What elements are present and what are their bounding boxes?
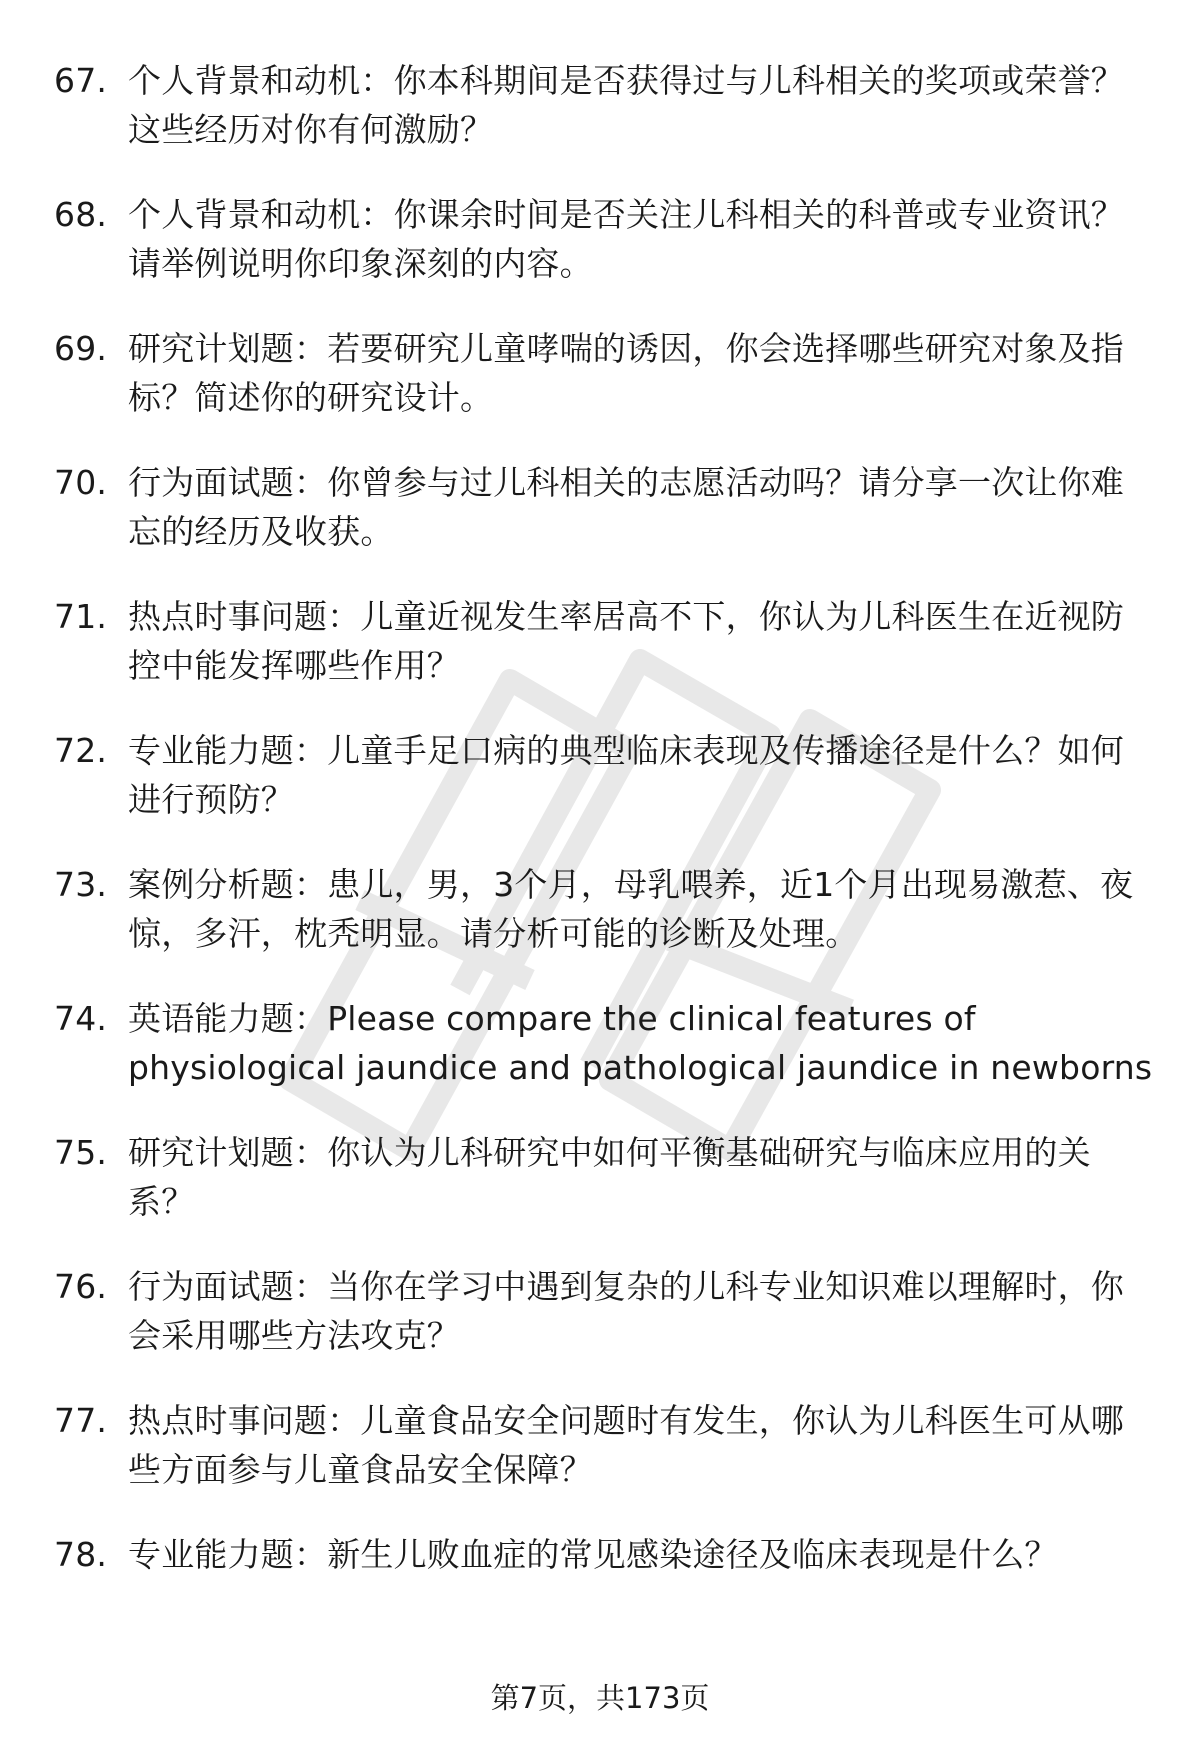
- question-text: 英语能力题：Please compare the clinical features of physiological jaundice and pathological jaundice in newborns: [128, 999, 1153, 1087]
- question-text: 热点时事问题：儿童近视发生率居高不下，你认为儿科医生在近视防控中能发挥哪些作用？: [128, 597, 1124, 685]
- question-number: 77.: [54, 1401, 108, 1440]
- question-text: 个人背景和动机：你本科期间是否获得过与儿科相关的奖项或荣誉？这些经历对你有何激励？: [128, 61, 1124, 149]
- question-number: 78.: [54, 1535, 108, 1574]
- question-number: 71.: [54, 597, 108, 636]
- question-item: [54, 56, 1154, 154]
- question-number: 69.: [54, 329, 108, 368]
- question-text: 研究计划题：若要研究儿童哮喘的诱因，你会选择哪些研究对象及指标？简述你的研究设计。: [128, 329, 1124, 417]
- question-item: [54, 458, 1154, 556]
- question-text: 专业能力题：新生儿败血症的常见感染途径及临床表现是什么？: [128, 1535, 1058, 1574]
- question-number: 67.: [54, 61, 108, 100]
- question-number: 75.: [54, 1133, 108, 1172]
- question-text: 研究计划题：你认为儿科研究中如何平衡基础研究与临床应用的关系？: [128, 1133, 1091, 1221]
- question-item: [54, 1262, 1154, 1360]
- question-list: [54, 56, 1154, 1615]
- question-item: [54, 190, 1154, 288]
- page-number-label: 第7页，共173页: [490, 1681, 710, 1715]
- question-item: [54, 324, 1154, 422]
- question-number: 74.: [54, 999, 108, 1038]
- page-footer: [0, 1678, 1200, 1718]
- question-item: [54, 726, 1154, 824]
- question-text: 个人背景和动机：你课余时间是否关注儿科相关的科普或专业资讯？请举例说明你印象深刻的内容。: [128, 195, 1124, 283]
- question-text: 行为面试题：当你在学习中遇到复杂的儿科专业知识难以理解时，你会采用哪些方法攻克？: [128, 1267, 1124, 1355]
- question-item: [54, 592, 1154, 690]
- question-number: 70.: [54, 463, 108, 502]
- question-number: 73.: [54, 865, 108, 904]
- question-text: 专业能力题：儿童手足口病的典型临床表现及传播途径是什么？如何进行预防？: [128, 731, 1124, 819]
- question-text: 热点时事问题：儿童食品安全问题时有发生，你认为儿科医生可从哪些方面参与儿童食品安全保障？: [128, 1401, 1124, 1489]
- question-item: [54, 1530, 1154, 1579]
- question-number: 76.: [54, 1267, 108, 1306]
- question-text: 行为面试题：你曾参与过儿科相关的志愿活动吗？请分享一次让你难忘的经历及收获。: [128, 463, 1124, 551]
- question-item: [54, 1396, 1154, 1494]
- question-number: 72.: [54, 731, 108, 770]
- question-text: 案例分析题：患儿，男，3个月，母乳喂养，近1个月出现易激惹、夜惊，多汗，枕秃明显。请分析可能的诊断及处理。: [128, 865, 1134, 953]
- question-number: 68.: [54, 195, 108, 234]
- question-item: [54, 994, 1154, 1092]
- question-item: [54, 1128, 1154, 1226]
- question-item: [54, 860, 1154, 958]
